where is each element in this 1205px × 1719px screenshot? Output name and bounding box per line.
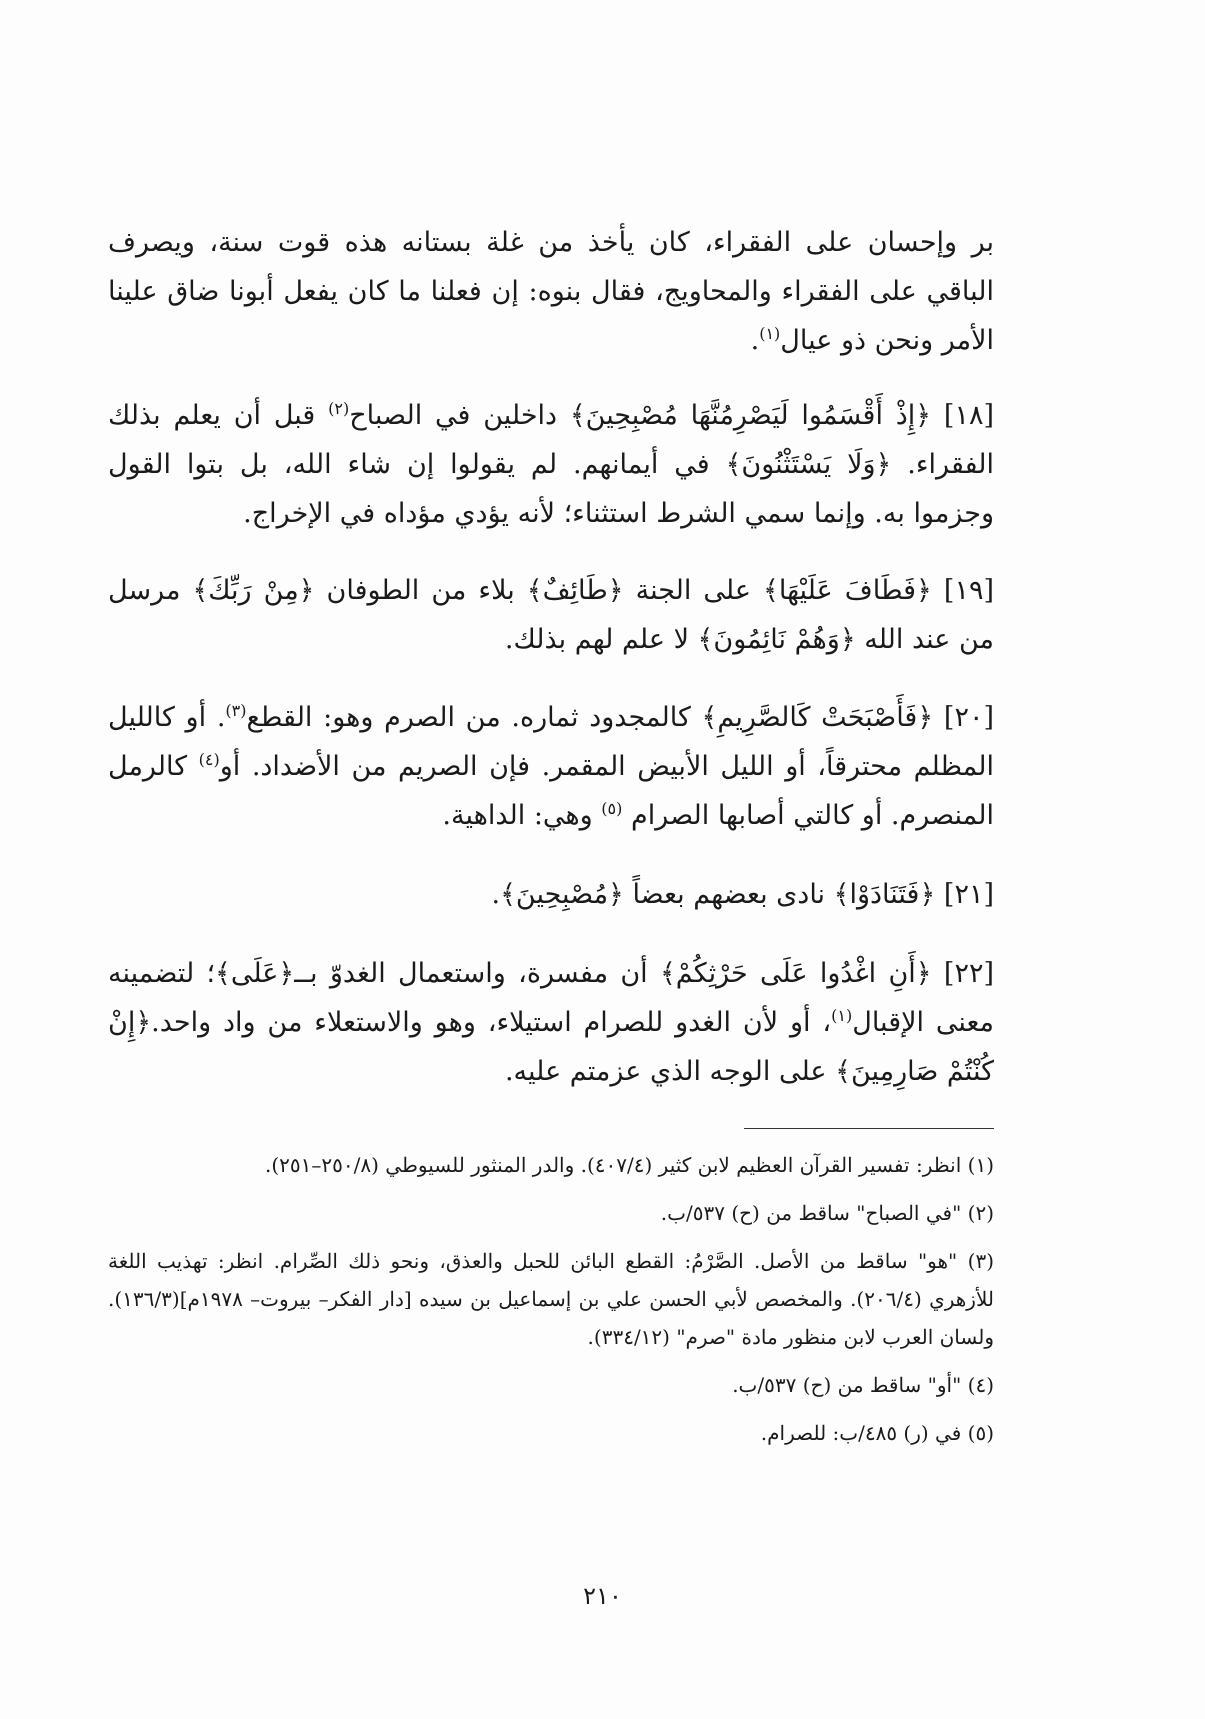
paragraph-text: بر وإحسان على الفقراء، كان يأخذ من غلة بستانه هذه قوت سنة، ويصرف الباقي على الفقراء والمحاويج، فقال بنوه: إن فعلنا ما كان يفعل أبونا ضاق علينا الأمر ونحن ذو عيال [108, 227, 994, 356]
paragraph-tail: وهي: الداهية. [442, 800, 602, 831]
paragraph-tail: كالرمل المنصرم. أو كالتي أصابها الصرام [108, 751, 994, 831]
paragraph-intro [108, 218, 994, 365]
footnote-ref: (٥) [601, 799, 623, 818]
paragraph-verse-19 [108, 566, 994, 664]
paragraph-text: ﴿أَنِ اغْدُوا عَلَى حَرْثِكُمْ﴾ أن مفسرة، واستعمال الغدوّ بــ﴿عَلَى﴾؛ لتضمينه معنى الإقبال [108, 958, 994, 1038]
paragraph-verse-22 [108, 949, 994, 1096]
footnote-ref: (٤) [198, 750, 220, 769]
footnote-3: (٣) "هو" ساقط من الأصل. الصَّرْمُ: القطع البائن للحبل والعذق، ونحو ذلك الصِّرام. انظر: تهذيب اللغة للأزهري (٢٠٦/٤). والمخصص لأبي الحسن علي بن إسماعيل بن سيده [دار الفكر– بيروت– ١٩٧٨م](١٣٦/٣). ولسان العرب لابن منظور مادة "صرم" (٣٣٤/١٢). [108, 1249, 994, 1349]
main-text [108, 218, 994, 1096]
footnote-ref: (٢) [328, 399, 350, 418]
footnote-1: (١) انظر: تفسير القرآن العظيم لابن كثير (٤٠٧/٤). والدر المنثور للسيوطي (٢٥٠/٨–٢٥١). [265, 1153, 994, 1177]
verse-number: [٢٢] [943, 958, 994, 989]
paragraph-text: ﴿فَطَافَ عَلَيْهَا﴾ على الجنة ﴿طَائِفٌ﴾ بلاء من الطوفان ﴿مِنْ رَبِّكَ﴾ مرسل من عند الله ﴿وَهُمْ نَائِمُونَ﴾ لا علم لهم بذلك. [108, 575, 994, 655]
footnote-divider [744, 1128, 994, 1129]
paragraph-verse-18 [108, 391, 994, 538]
page-number: ٢١٠ [583, 1582, 622, 1610]
footnotes [108, 1146, 994, 1462]
footnote-2: (٢) "في الصباح" ساقط من (ح) ٥٣٧/ب. [660, 1201, 994, 1225]
paragraph-verse-20 [108, 693, 994, 840]
verse-number: [١٨] [943, 400, 995, 431]
paragraph-text: ﴿فَتَنَادَوْا﴾ نادى بعضهم بعضاً ﴿مُصْبِحِينَ﴾. [491, 879, 936, 910]
verse-number: [٢٠] [943, 702, 994, 733]
footnote-ref: (١) [759, 324, 781, 343]
paragraph-tail: ، أو لأن الغدو للصرام استيلاء، وهو والاستعلاء من واد واحد.﴿إِنْ كُنْتُمْ صَارِمِينَ﴾ على الوجه الذي عزمتم عليه. [108, 1007, 994, 1087]
paragraph-tail: . أو كالليل المظلم محترقاً، أو الليل الأبيض المقمر. فإن الصريم من الأضداد. أو [108, 702, 994, 782]
footnote-4: (٤) "أو" ساقط من (ح) ٥٣٧/ب. [732, 1373, 994, 1397]
paragraph-tail: قبل أن يعلم بذلك الفقراء. ﴿وَلَا يَسْتَثْنُونَ﴾ في أيمانهم. لم يقولوا إن شاء الله، بل بتوا القول وجزموا به. وإنما سمي الشرط استثناء؛ لأنه يؤدي مؤداه في الإخراج. [108, 400, 994, 529]
paragraph-tail: . [750, 325, 760, 356]
verse-number: [٢١] [943, 879, 994, 910]
paragraph-text: ﴿فَأَصْبَحَتْ كَالصَّرِيمِ﴾ كالمجدود ثماره. من الصرم وهو: القطع [246, 702, 934, 733]
paragraph-text: ﴿إِذْ أَقْسَمُوا لَيَصْرِمُنَّهَا مُصْبِحِينَ﴾ داخلين في الصباح [349, 400, 932, 431]
footnote-ref: (١) [831, 1006, 853, 1025]
footnote-ref: (٣) [225, 701, 247, 720]
footnote-5: (٥) في (ر) ٤٨٥/ب: للصرام. [760, 1421, 994, 1445]
paragraph-verse-21 [108, 870, 994, 919]
verse-number: [١٩] [943, 575, 994, 606]
